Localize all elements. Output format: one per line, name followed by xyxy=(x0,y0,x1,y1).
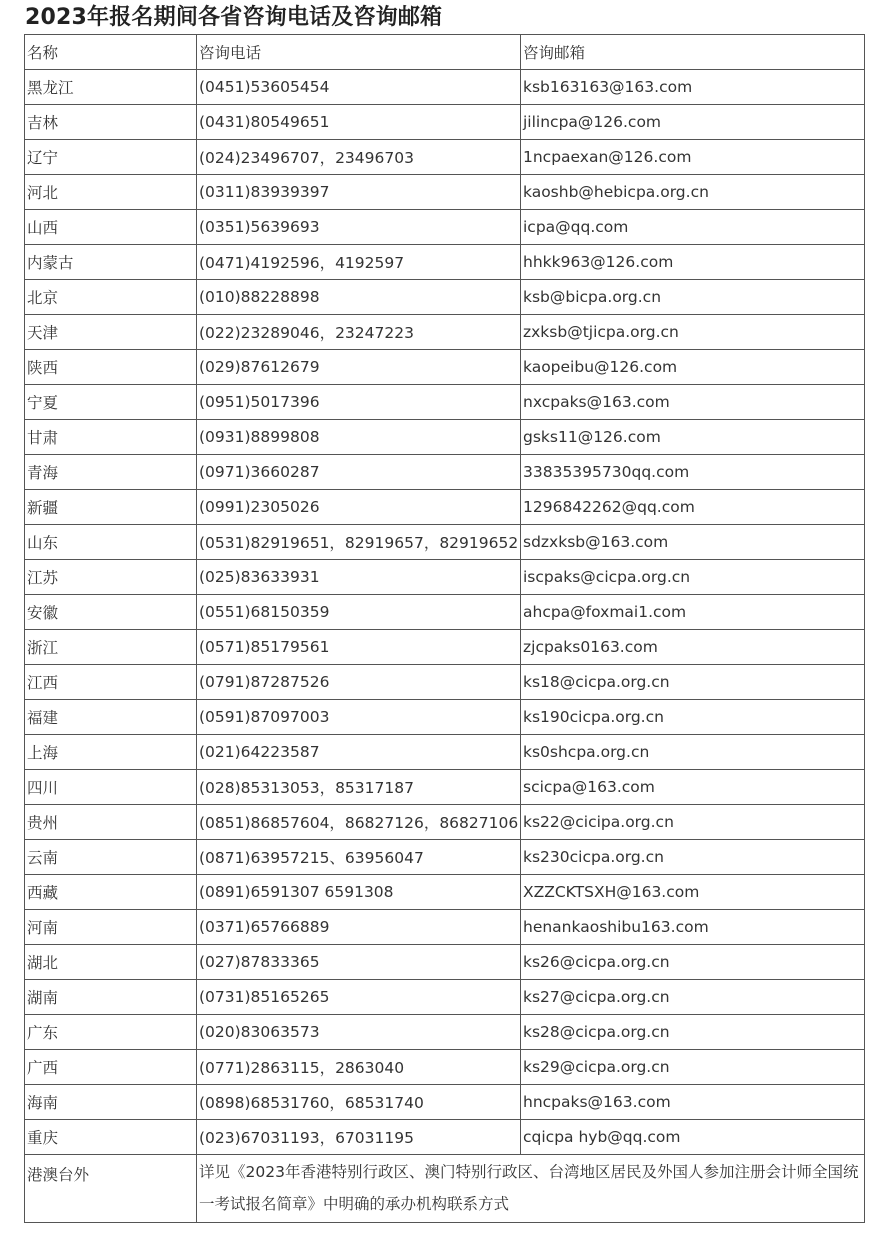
table-row xyxy=(25,70,865,105)
email-cell: sdzxksb@163.com xyxy=(521,525,865,560)
header-name: 名称 xyxy=(25,35,197,70)
province-cell: 山东 xyxy=(25,525,197,560)
province-cell: 浙江 xyxy=(25,630,197,665)
special-row-name: 港澳台外 xyxy=(25,1155,197,1223)
table-row xyxy=(25,875,865,910)
phone-cell: (021)64223587 xyxy=(197,735,521,770)
table-row xyxy=(25,140,865,175)
email-cell: ks29@cicpa.org.cn xyxy=(521,1050,865,1085)
table-row xyxy=(25,560,865,595)
province-cell: 吉林 xyxy=(25,105,197,140)
province-cell: 河南 xyxy=(25,910,197,945)
table-row xyxy=(25,1015,865,1050)
phone-cell: (0311)83939397 xyxy=(197,175,521,210)
province-cell: 新疆 xyxy=(25,490,197,525)
table-row xyxy=(25,1085,865,1120)
province-cell: 内蒙古 xyxy=(25,245,197,280)
truncated-text-fragment xyxy=(24,1224,864,1233)
email-cell: scicpa@163.com xyxy=(521,770,865,805)
email-cell: kaopeibu@126.com xyxy=(521,350,865,385)
table-body xyxy=(25,70,865,1155)
email-cell: nxcpaks@163.com xyxy=(521,385,865,420)
email-cell: jilincpa@126.com xyxy=(521,105,865,140)
phone-cell: (023)67031193，67031195 xyxy=(197,1120,521,1155)
email-cell: gsks11@126.com xyxy=(521,420,865,455)
special-row xyxy=(25,1155,865,1223)
province-cell: 甘肃 xyxy=(25,420,197,455)
email-cell: ksb163163@163.com xyxy=(521,70,865,105)
table-row xyxy=(25,525,865,560)
email-cell: XZZCKTSXH@163.com xyxy=(521,875,865,910)
table-row xyxy=(25,455,865,490)
phone-cell: (0898)68531760，68531740 xyxy=(197,1085,521,1120)
phone-cell: (027)87833365 xyxy=(197,945,521,980)
email-cell: kaoshb@hebicpa.org.cn xyxy=(521,175,865,210)
special-row-note: 详见《2023年香港特别行政区、澳门特别行政区、台湾地区居民及外国人参加注册会计师全国统一考试报名简章》中明确的承办机构联系方式 xyxy=(197,1155,865,1223)
email-cell: 33835395730qq.com xyxy=(521,455,865,490)
email-cell: ksb@bicpa.org.cn xyxy=(521,280,865,315)
table-row xyxy=(25,1120,865,1155)
email-cell: ks26@cicpa.org.cn xyxy=(521,945,865,980)
phone-cell: (0991)2305026 xyxy=(197,490,521,525)
table-row xyxy=(25,490,865,525)
phone-cell: (0471)4192596，4192597 xyxy=(197,245,521,280)
email-cell: ks230cicpa.org.cn xyxy=(521,840,865,875)
phone-cell: (029)87612679 xyxy=(197,350,521,385)
table-row xyxy=(25,1050,865,1085)
email-cell: ks22@cicipa.org.cn xyxy=(521,805,865,840)
page-title: 2023年报名期间各省咨询电话及咨询邮箱 xyxy=(25,5,443,30)
province-cell: 重庆 xyxy=(25,1120,197,1155)
table-row xyxy=(25,700,865,735)
province-cell: 贵州 xyxy=(25,805,197,840)
phone-cell: (0591)87097003 xyxy=(197,700,521,735)
province-cell: 四川 xyxy=(25,770,197,805)
table-row xyxy=(25,805,865,840)
phone-cell: (020)83063573 xyxy=(197,1015,521,1050)
province-cell: 江西 xyxy=(25,665,197,700)
table-row xyxy=(25,840,865,875)
table-row xyxy=(25,630,865,665)
province-cell: 天津 xyxy=(25,315,197,350)
email-cell: ks28@cicpa.org.cn xyxy=(521,1015,865,1050)
province-cell: 湖北 xyxy=(25,945,197,980)
phone-cell: (010)88228898 xyxy=(197,280,521,315)
email-cell: ks27@cicpa.org.cn xyxy=(521,980,865,1015)
province-cell: 上海 xyxy=(25,735,197,770)
phone-cell: (0371)65766889 xyxy=(197,910,521,945)
phone-cell: (025)83633931 xyxy=(197,560,521,595)
email-cell: ks0shcpa.org.cn xyxy=(521,735,865,770)
phone-cell: (0531)82919651，82919657，82919652 xyxy=(197,525,521,560)
header-email: 咨询邮箱 xyxy=(521,35,865,70)
phone-cell: (0451)53605454 xyxy=(197,70,521,105)
email-cell: 1ncpaexan@126.com xyxy=(521,140,865,175)
contacts-table xyxy=(24,34,865,1223)
province-cell: 江苏 xyxy=(25,560,197,595)
table-row xyxy=(25,105,865,140)
table-header-row xyxy=(25,35,865,70)
email-cell: hhkk963@126.com xyxy=(521,245,865,280)
province-cell: 陕西 xyxy=(25,350,197,385)
province-cell: 广东 xyxy=(25,1015,197,1050)
email-cell: zjcpaks0163.com xyxy=(521,630,865,665)
phone-cell: (0971)3660287 xyxy=(197,455,521,490)
table-row xyxy=(25,315,865,350)
table-row xyxy=(25,280,865,315)
province-cell: 河北 xyxy=(25,175,197,210)
email-cell: zxksb@tjicpa.org.cn xyxy=(521,315,865,350)
province-cell: 黑龙江 xyxy=(25,70,197,105)
email-cell: iscpaks@cicpa.org.cn xyxy=(521,560,865,595)
email-cell: ahcpa@foxmai1.com xyxy=(521,595,865,630)
email-cell: icpa@qq.com xyxy=(521,210,865,245)
table-row xyxy=(25,770,865,805)
province-cell: 云南 xyxy=(25,840,197,875)
email-cell: ks18@cicpa.org.cn xyxy=(521,665,865,700)
province-cell: 辽宁 xyxy=(25,140,197,175)
table-row xyxy=(25,945,865,980)
province-cell: 青海 xyxy=(25,455,197,490)
phone-cell: (0931)8899808 xyxy=(197,420,521,455)
table-row xyxy=(25,980,865,1015)
province-cell: 福建 xyxy=(25,700,197,735)
phone-cell: (0791)87287526 xyxy=(197,665,521,700)
province-cell: 西藏 xyxy=(25,875,197,910)
phone-cell: (028)85313053，85317187 xyxy=(197,770,521,805)
email-cell: 1296842262@qq.com xyxy=(521,490,865,525)
province-cell: 海南 xyxy=(25,1085,197,1120)
email-cell: henankaoshibu163.com xyxy=(521,910,865,945)
phone-cell: (0951)5017396 xyxy=(197,385,521,420)
province-cell: 安徽 xyxy=(25,595,197,630)
phone-cell: (0551)68150359 xyxy=(197,595,521,630)
province-cell: 北京 xyxy=(25,280,197,315)
email-cell: hncpaks@163.com xyxy=(521,1085,865,1120)
phone-cell: (0571)85179561 xyxy=(197,630,521,665)
province-cell: 广西 xyxy=(25,1050,197,1085)
table-row xyxy=(25,350,865,385)
province-cell: 山西 xyxy=(25,210,197,245)
table-row xyxy=(25,420,865,455)
table-row xyxy=(25,385,865,420)
province-cell: 宁夏 xyxy=(25,385,197,420)
table-row xyxy=(25,735,865,770)
phone-cell: (0771)2863115，2863040 xyxy=(197,1050,521,1085)
email-cell: ks190cicpa.org.cn xyxy=(521,700,865,735)
table-row xyxy=(25,910,865,945)
email-cell: cqicpa hyb@qq.com xyxy=(521,1120,865,1155)
table-row xyxy=(25,175,865,210)
header-phone: 咨询电话 xyxy=(197,35,521,70)
table-row xyxy=(25,245,865,280)
phone-cell: (0431)80549651 xyxy=(197,105,521,140)
phone-cell: (0351)5639693 xyxy=(197,210,521,245)
province-cell: 湖南 xyxy=(25,980,197,1015)
phone-cell: (0731)85165265 xyxy=(197,980,521,1015)
phone-cell: (0851)86857604，86827126，86827106 xyxy=(197,805,521,840)
table-row xyxy=(25,210,865,245)
table-row xyxy=(25,665,865,700)
phone-cell: (0891)6591307 6591308 xyxy=(197,875,521,910)
table-row xyxy=(25,595,865,630)
phone-cell: (0871)63957215、63956047 xyxy=(197,840,521,875)
phone-cell: (024)23496707，23496703 xyxy=(197,140,521,175)
phone-cell: (022)23289046，23247223 xyxy=(197,315,521,350)
